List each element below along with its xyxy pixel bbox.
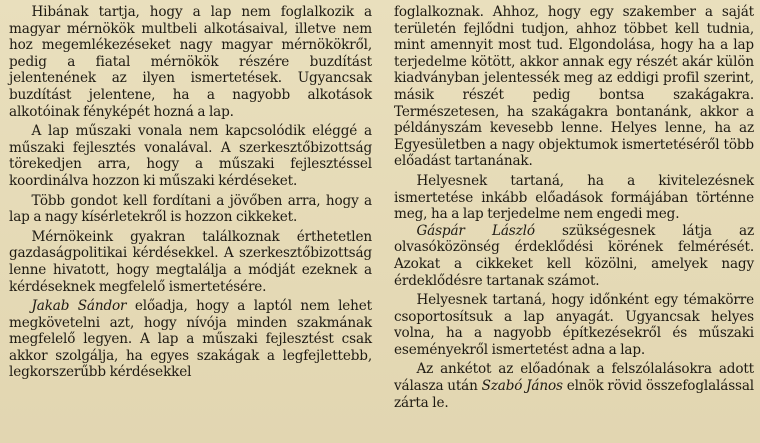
paragraph: Több gondot kell fordítani a jövőben arra, hogy a lap a nagy kísérletekről is hozzon cikkeket. xyxy=(9,192,372,226)
paragraph xyxy=(394,361,754,411)
paragraph: Mérnökeink gyakran találkoznak érthetetlen gazdaságpolitikai kérdésekkel. A szerkesztőbizottság lenne hivatott, hogy megtalálja a módját ezeknek a kérdéseknek megfelelő ismertetésére. xyxy=(9,228,372,295)
paragraph-text: szükségesnek látja az olvasóközönség érdeklődési körének felmérését. Azokat a cikkeket kell közölni, amelyek nagy érdeklődésre tartanak számot. xyxy=(394,222,754,289)
paragraph-text: Az ankétot az előadónak a felszólalásokra adott válasza után xyxy=(394,361,754,395)
paragraph: A lap műszaki vonala nem kapcsolódik eléggé a műszaki fejlesztés vonalával. A szerkesztőbizottság törekedjen arra, hogy a műszaki fejlesztéssel koordinálva hozzon ki műszaki kérdéseket. xyxy=(9,123,372,189)
paragraph xyxy=(394,223,754,289)
right-column xyxy=(394,4,754,411)
paragraph xyxy=(9,298,372,381)
paragraph-continued: foglalkoznak. Ahhoz, hogy egy szakember a saját területén fejlődni tudjon, ahhoz többet kell tudnia, mint amennyit most tud. Elgondolása, hogy ha a lap terjedelme kötött, akkor annak egy részét akár külön kiadványban jelentessék meg az eddigi profil szerint, másik részét pedig bontsa szakágakra. Természetesen, ha szakágakra bontanánk, akkor a példányszám kevesebb lenne. Helyes lenne, ha az Egyesületben a nagy objektumok ismertetéséről több előadást tartanának. xyxy=(394,4,754,170)
speaker-name: Jakab Sándor xyxy=(31,298,127,315)
left-column xyxy=(9,4,372,381)
paragraph: Helyesnek tartaná, ha a kivitelezésnek ismertetése inkább előadások formájában történne meg, ha a lap terjedelme nem engedi meg. xyxy=(394,172,754,223)
speaker-name: Szabó János xyxy=(481,378,563,395)
paragraph: Hibának tartja, hogy a lap nem foglalkozik a magyar mérnökök multbeli alkotásaival, illetve nem hoz megemlékezéseket nagy magyar mérnökökről, pedig a fiatal mérnökök részére buzdítást jelentenének az ilyen ismertetések. Ugyancsak buzdítást jelentene, ha a nagyobb alkotások alkotóinak fényképét hozná a lap. xyxy=(9,4,372,120)
paragraph-text: előadja, hogy a laptól nem lehet megkövetelni azt, hogy nívója minden szakmának megfelelő legyen. A lap a műszaki fejlesztést csak akkor szolgálja, ha egyes szakágak a legfejlettebb, legkorszerűbb kérdésekkel xyxy=(9,298,372,381)
paragraph: Helyesnek tartaná, hogy időnként egy témakörre csoportosítsuk a lap anyagát. Ugyancsak helyes volna, ha a nagyobb építkezésekről és műszaki eseményekről ismertetést adna a lap. xyxy=(394,292,754,358)
paragraph-text: elnök rövid összefoglalással zárta le. xyxy=(394,378,755,411)
speaker-name: Gáspár László xyxy=(416,222,535,239)
